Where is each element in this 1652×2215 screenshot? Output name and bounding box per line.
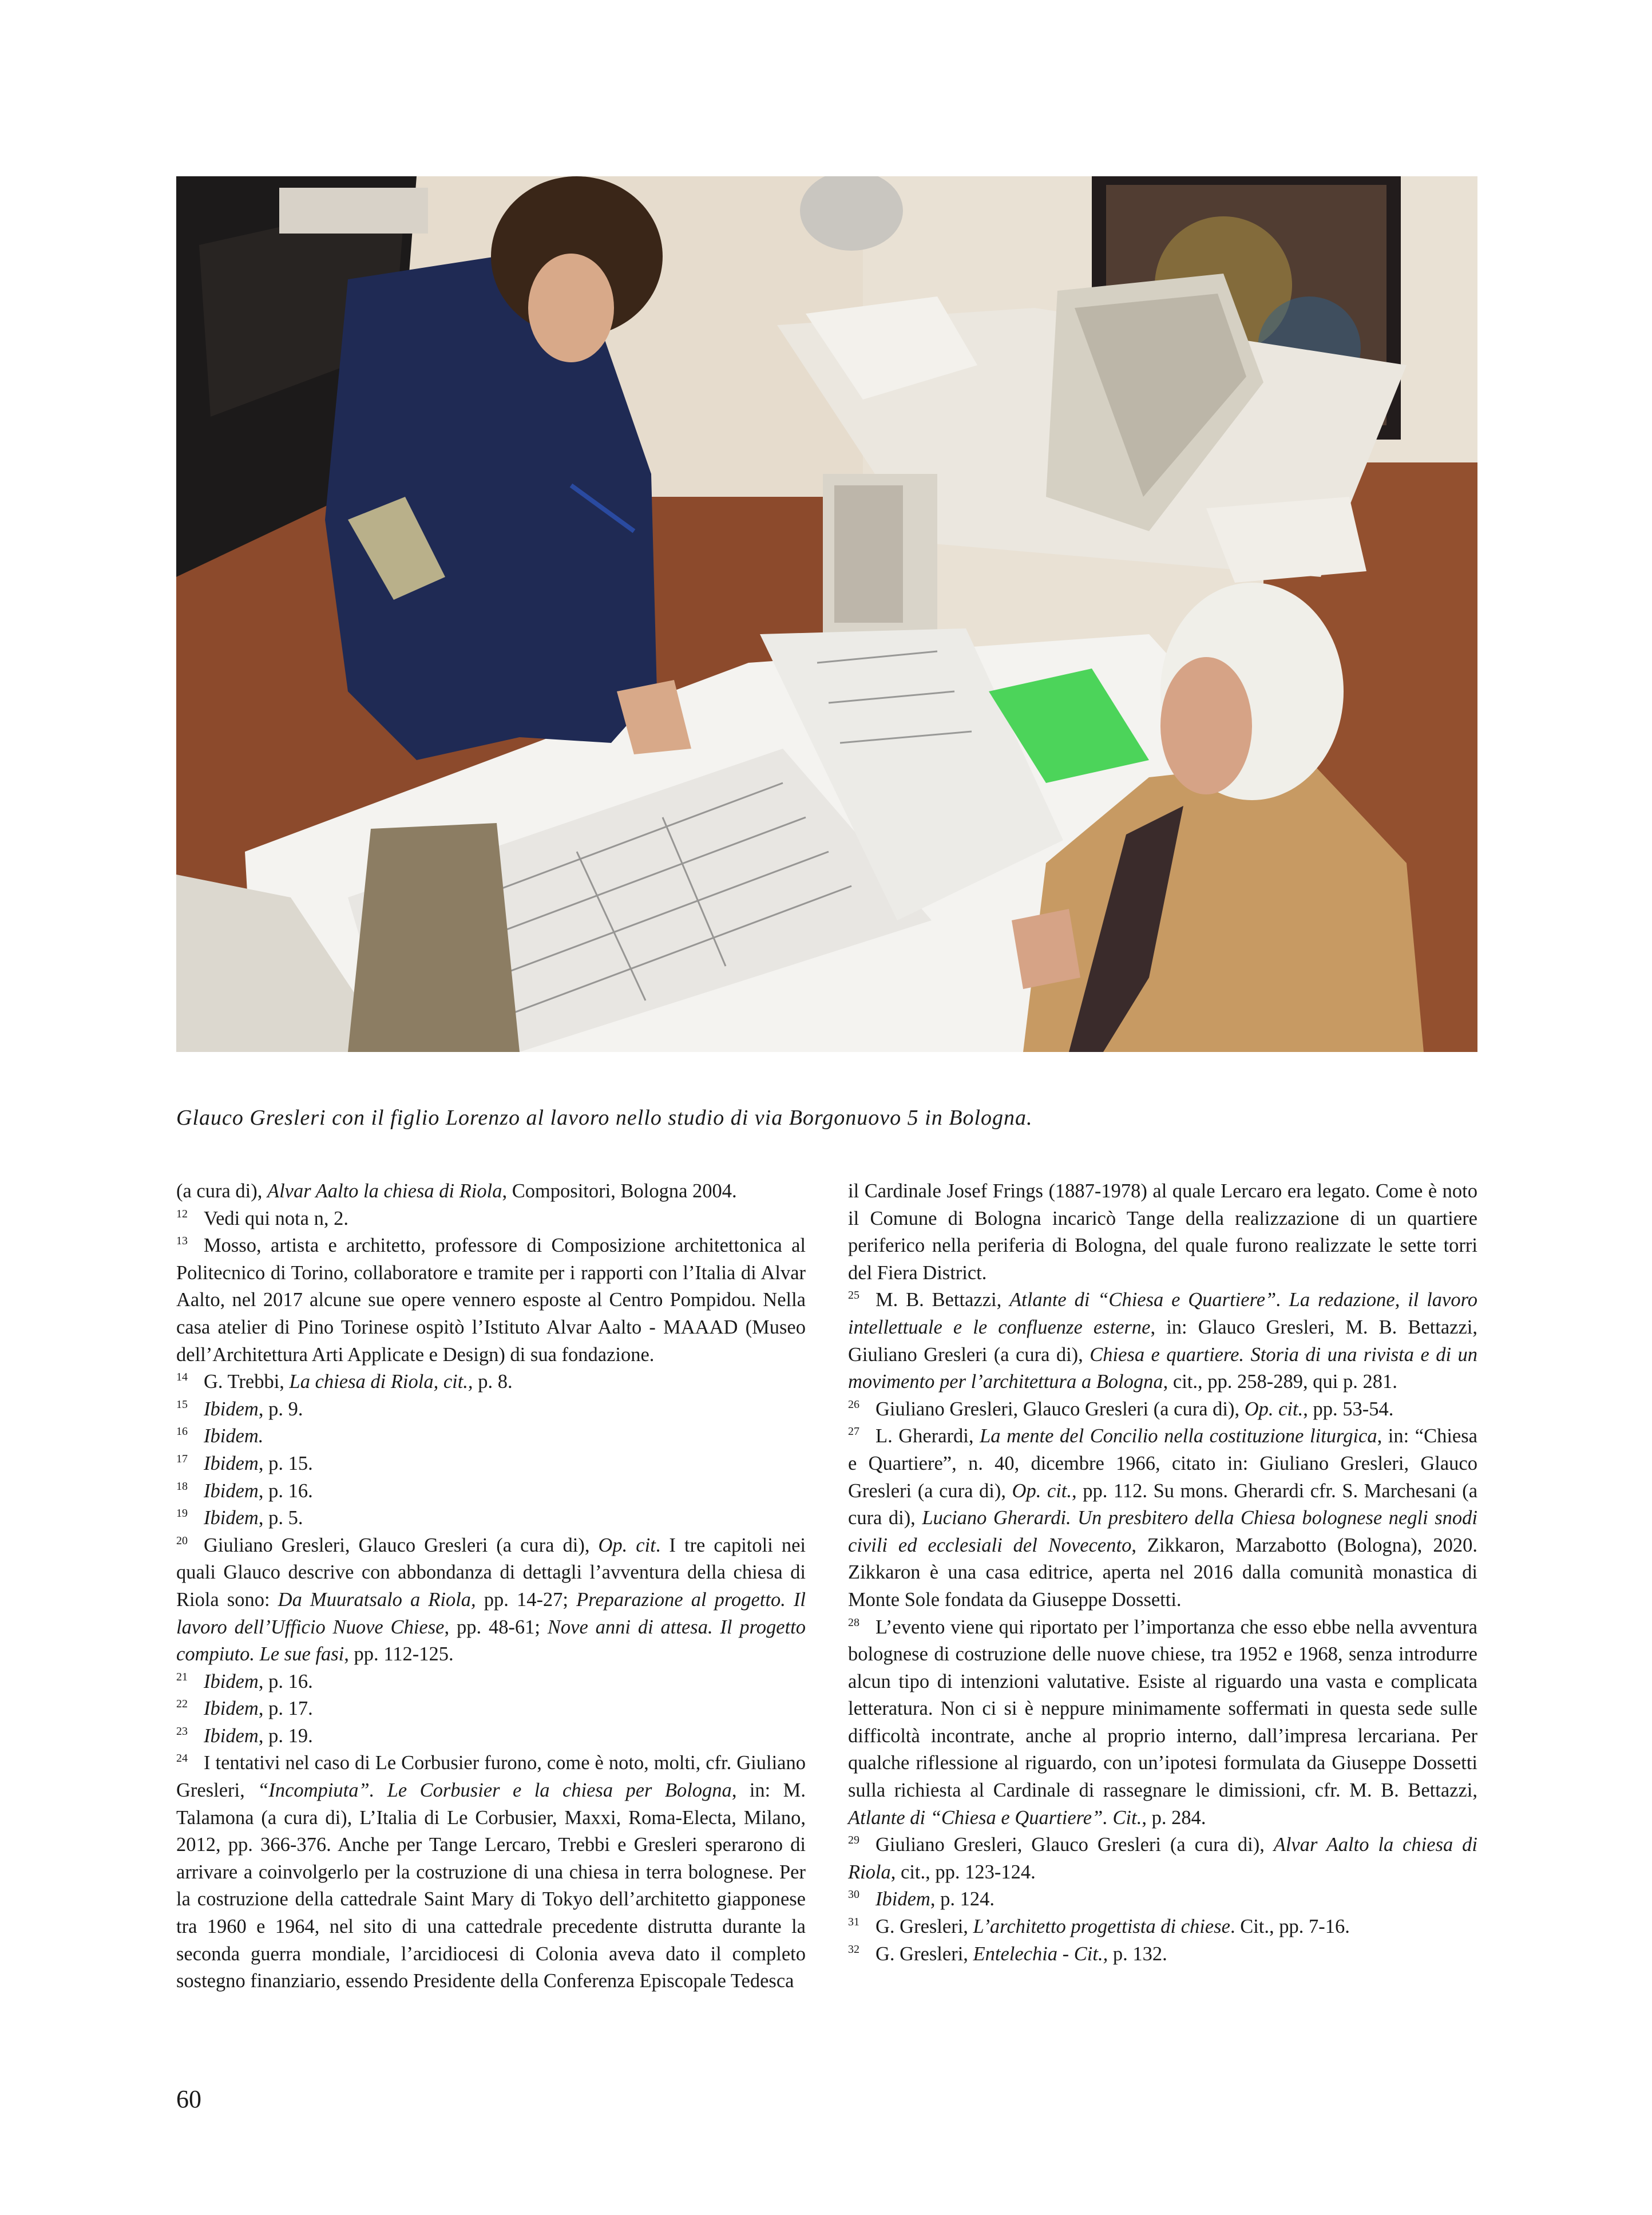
footnote-18 — [176, 1478, 806, 1505]
page-number: 60 — [176, 2085, 201, 2113]
footnote-italic-text: Op. cit. — [1012, 1480, 1072, 1502]
footnote-italic-text: Nove anni di attesa. Il progetto compiuto. Le sue fasi — [176, 1616, 806, 1666]
footnote-number: 27 — [848, 1425, 859, 1438]
footnote-28 — [848, 1614, 1477, 1832]
footnote-text: . I tre capitoli nei quali Glauco descrive con abbondanza di dettagli l’avventura della chiesa di Riola sono: — [176, 1534, 806, 1611]
footnote-italic-text: Op. cit. — [1244, 1398, 1304, 1420]
footnote-number: 26 — [848, 1398, 859, 1411]
footnote-number: 23 — [176, 1724, 188, 1738]
footnote-text: G. Gresleri, — [875, 1916, 973, 1938]
footnote-italic-text: “Incompiuta”. Le Corbusier e la chiesa per Bologna — [257, 1779, 732, 1802]
footnote-continuation — [848, 1178, 1477, 1287]
footnote-number: 21 — [176, 1670, 188, 1683]
footnote-text: I tentativi nel caso di Le Corbusier furono, come è noto, molti, cfr. Giuliano Gresleri, — [176, 1752, 806, 1802]
footnote-text: , in: “Chiesa e Quartiere”, n. 40, dicembre 1966, citato in: Giuliano Gresleri, Glauco Gresleri (a cura di), — [848, 1425, 1477, 1502]
footnote-number: 16 — [176, 1425, 188, 1438]
footnote-number: 32 — [848, 1943, 859, 1956]
footnote-text: Giuliano Gresleri, Glauco Gresleri (a cura di), — [204, 1534, 599, 1556]
footnote-italic-text: L’architetto progettista di chiese — [973, 1916, 1230, 1938]
footnote-number: 15 — [176, 1398, 188, 1411]
footnote-text: , pp. 53-54. — [1303, 1398, 1394, 1420]
footnote-italic-text: Ibidem — [204, 1670, 259, 1692]
photo-caption: Glauco Gresleri con il figlio Lorenzo al lavoro nello studio di via Borgonuovo 5 in Bologna. — [176, 1106, 1033, 1130]
footnote-italic-text: Da Muuratsalo a Riola, — [278, 1588, 476, 1611]
footnote-italic-text: Chiesa e quartiere. Storia di una rivista e di un movimento per l’architettura a Bologna — [848, 1343, 1477, 1393]
footnote-number: 18 — [176, 1480, 188, 1493]
footnote-text: , cit., pp. 123-124. — [890, 1861, 1036, 1883]
footnote-19 — [176, 1505, 806, 1532]
footnote-29 — [848, 1832, 1477, 1886]
footnote-26 — [848, 1396, 1477, 1423]
footnote-number: 31 — [848, 1916, 859, 1929]
footnote-text: . Cit., pp. 7-16. — [1230, 1916, 1350, 1938]
footnote-italic-text: Atlante di “Chiesa e Quartiere”. Cit. — [848, 1806, 1142, 1829]
studio-photo-illustration — [176, 176, 1477, 1052]
footnote-italic-text: La mente del Concilio nella costituzione liturgica — [980, 1425, 1377, 1447]
footnote-text: Vedi qui nota n, 2. — [204, 1207, 348, 1229]
footnote-15 — [176, 1396, 806, 1423]
footnote-text: , p. 16. — [258, 1670, 313, 1692]
footnote-italic-text: Ibidem — [204, 1398, 259, 1420]
footnote-23 — [176, 1723, 806, 1750]
footnote-text: G. Gresleri, — [875, 1943, 973, 1965]
footnote-22 — [176, 1695, 806, 1723]
footnote-italic-text: Op. cit — [598, 1534, 656, 1556]
footnote-number: 30 — [848, 1888, 859, 1901]
footnote-italic-text: Ibidem — [204, 1452, 259, 1474]
footnote-text: , p. 19. — [258, 1724, 313, 1747]
footnote-text: , in: Glauco Gresleri, M. B. Bettazzi, Giuliano Gresleri (a cura di), — [848, 1316, 1477, 1366]
footnote-italic-text: Ibidem — [204, 1507, 259, 1529]
footnote-text: , p. 5. — [258, 1507, 303, 1529]
footnote-text: p. 132. — [1108, 1943, 1167, 1965]
footnote-number: 19 — [176, 1507, 188, 1520]
footnote-number: 29 — [848, 1834, 859, 1847]
footnote-italic-text: Ibidem — [204, 1724, 259, 1747]
footnote-text: Mosso, artista e architetto, professore di Composizione architettonica al Politecnico di Torino, collaboratore e tramite per i rapporti con l’Italia di Alvar Aalto, nel 2017 alcune sue opere vennero esposte al Centro Pompidou. Nella casa atelier di Pino Torinese ospitò l’Istituto Alvar Aalto - MAAAD (Museo dell’Architettura Arti Applicate e Design) di sua fondazione. — [176, 1235, 806, 1366]
footnote-text: L. Gherardi, — [875, 1425, 980, 1447]
footnote-25 — [848, 1287, 1477, 1395]
footnote-text: , p. 124. — [930, 1888, 995, 1911]
footnote-text: , Zikkaron, Marzabotto (Bologna), 2020. Zikkaron è una casa editrice, aperta nel 2016 dalla comunità monastica di Monte Sole fondata da Giuseppe Dossetti. — [848, 1534, 1478, 1611]
footnote-text: Giuliano Gresleri, Glauco Gresleri (a cura di), — [875, 1398, 1245, 1420]
footnote-30 — [848, 1886, 1477, 1913]
footnote-text: , p. 17. — [258, 1698, 313, 1720]
footnote-text: pp. 14-27; — [476, 1588, 577, 1611]
footnote-italic-text: Ibidem. — [204, 1425, 264, 1447]
footnote-12 — [176, 1205, 806, 1233]
footnote-21 — [176, 1668, 806, 1696]
footnote-text: , pp. 112-125. — [344, 1643, 454, 1666]
footnote-number: 17 — [176, 1452, 188, 1465]
footnote-14 — [176, 1368, 806, 1396]
footnote-text: , p. 284. — [1142, 1806, 1206, 1829]
footnote-text: (a cura di), — [176, 1180, 267, 1202]
footnote-32 — [848, 1941, 1477, 1968]
footnote-text: , pp. 48-61; — [444, 1616, 548, 1638]
studio-photo — [176, 176, 1477, 1052]
footnote-italic-text: La chiesa di Riola, cit., — [289, 1371, 473, 1393]
footnote-text: p. 8. — [473, 1371, 513, 1393]
footnote-number: 14 — [176, 1371, 188, 1384]
footnote-continuation — [176, 1178, 806, 1205]
footnote-number: 13 — [176, 1235, 188, 1248]
footnotes-column-left — [176, 1178, 806, 1995]
footnote-text: , cit., pp. 258-289, qui p. 281. — [1163, 1371, 1397, 1393]
footnote-text: il Cardinale Josef Frings (1887-1978) al quale Lercaro era legato. Come è noto il Comune di Bologna incaricò Tange della realizzazione di un quartiere periferico nella periferia di Bologna, del quale furono realizzate le sette torri del Fiera District. — [848, 1180, 1477, 1284]
footnote-24 — [176, 1750, 806, 1995]
footnote-31 — [848, 1913, 1477, 1941]
footnote-27 — [848, 1423, 1477, 1613]
footnote-13 — [176, 1232, 806, 1368]
footnote-number: 24 — [176, 1752, 188, 1765]
footnote-20 — [176, 1532, 806, 1668]
footnote-number: 22 — [176, 1698, 188, 1711]
footnote-number: 25 — [848, 1289, 859, 1302]
footnote-17 — [176, 1450, 806, 1478]
footnote-italic-text: Alvar Aalto la chiesa di Riola — [848, 1834, 1478, 1883]
footnote-number: 12 — [176, 1207, 188, 1220]
footnote-italic-text: Entelechia - Cit., — [973, 1943, 1108, 1965]
footnote-number: 28 — [848, 1616, 859, 1629]
footnote-text: , Compositori, Bologna 2004. — [502, 1180, 737, 1202]
footnote-text: L’evento viene qui riportato per l’importanza che esso ebbe nella avventura bolognese di costruzione delle nuove chiese, tra 1952 e 1968, senza introdurre alcun tipo di intenzioni valutative. Esiste al riguardo una vasta e complicata letteratura. Non ci si è neppure minimamente soffermati in questa sede sulle difficoltà incontrate, anche al proprio interno, dall’impresa lercariana. Per qualche riflessione al riguardo, con un’ipotesi formulata da Giuseppe Dossetti sulla richiesta al Cardinale di rassegnare le dimissioni, cfr. M. B. Bettazzi, — [848, 1616, 1477, 1802]
footnote-text: , pp. 112. Su mons. Gherardi cfr. S. Marchesani (a cura di), — [848, 1480, 1478, 1529]
footnote-text: , p. 15. — [258, 1452, 313, 1474]
footnote-number: 20 — [176, 1534, 188, 1547]
footnote-italic-text: Ibidem — [204, 1698, 259, 1720]
footnote-16 — [176, 1423, 806, 1450]
footnote-italic-text: Ibidem — [204, 1480, 259, 1502]
footnote-text: G. Trebbi, — [204, 1371, 290, 1393]
footnote-text: M. B. Bettazzi, — [875, 1289, 1010, 1311]
footnote-italic-text: Preparazione al progetto. Il lavoro dell’Ufficio Nuove Chiese — [176, 1588, 806, 1638]
footnotes-column-right — [848, 1178, 1477, 1968]
footnote-text: , p. 9. — [258, 1398, 303, 1420]
footnote-text: Giuliano Gresleri, Glauco Gresleri (a cura di), — [875, 1834, 1274, 1856]
footnote-text: , p. 16. — [258, 1480, 313, 1502]
footnote-italic-text: Luciano Gherardi. Un presbitero della Chiesa bolognese negli snodi civili ed ecclesiali del Novecento — [848, 1507, 1477, 1556]
footnote-text: , in: M. Talamona (a cura di), L’Italia di Le Corbusier, Maxxi, Roma-Electa, Milano, 2012, pp. 366-376. Anche per Tange Lercaro, Trebbi e Gresleri sperarono di arrivare a coinvolgerlo per la costruzione di una chiesa in terra bolognese. Per la costruzione della cattedrale Saint Mary di Tokyo dell’architetto giapponese tra 1960 e 1964, nel sito di una cattedrale precedente distrutta durante la seconda guerra mondiale, l’arcidiocesi di Colonia aveva dato il completo sostegno finanziario, essendo Presidente della Conferenza Episcopale Tedesca — [176, 1779, 806, 1992]
footnote-italic-text: Alvar Aalto la chiesa di Riola — [267, 1180, 502, 1202]
footnote-italic-text: Ibidem — [875, 1888, 930, 1911]
footnote-italic-text: Atlante di “Chiesa e Quartiere”. La redazione, il lavoro intellettuale e le confluenze esterne — [848, 1289, 1477, 1338]
